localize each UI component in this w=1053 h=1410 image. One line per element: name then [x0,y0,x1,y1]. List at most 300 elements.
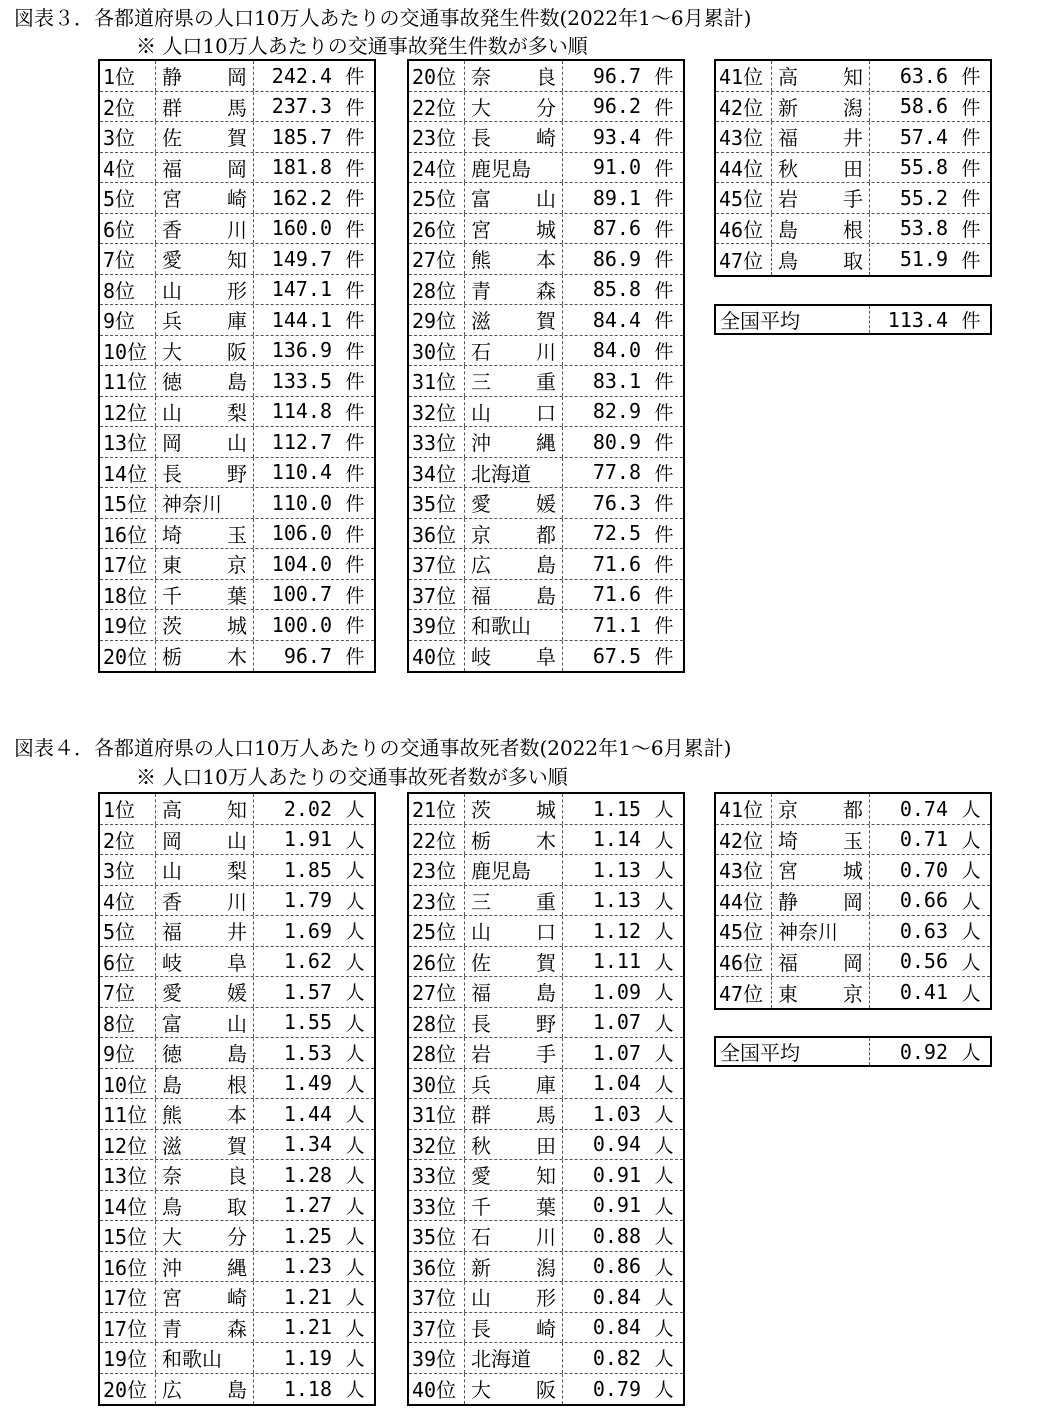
value-cell: 1.12 [592,918,641,943]
prefecture-char: 静 [778,889,798,914]
rank-cell: 19位 [100,1343,156,1373]
prefecture-cell [156,1282,254,1312]
unit-cell: 件 [654,157,674,180]
unit-cell: 人 [345,1073,365,1096]
prefecture-char: 木 [536,828,556,853]
rank-cell: 39位 [409,610,465,640]
prefecture-char: 山 [162,400,182,425]
prefecture-char: 知 [843,65,863,90]
unit-cell: 件 [654,401,674,424]
value-cell: 147.1 [271,277,332,302]
prefecture-char: 根 [843,217,863,242]
table-row [100,366,374,397]
rank-cell: 44位 [716,886,772,916]
table-row [100,1130,374,1161]
prefecture-char: 崎 [227,1286,247,1311]
table-row [100,1008,374,1039]
fig4-table-col2 [407,792,685,1406]
rank-cell: 35位 [409,488,465,518]
table-row [409,1008,683,1039]
prefecture-cell [465,183,563,213]
prefecture-char: 愛 [471,1164,491,1189]
prefecture-char: 媛 [536,492,556,517]
value-cell: 110.0 [271,490,332,515]
fig3-average-label: 全国平均 [716,306,870,333]
value-cell: 71.6 [592,551,641,576]
prefecture-char: 葉 [227,583,247,608]
rank-cell: 8位 [100,1008,156,1038]
unit-cell: 件 [654,432,674,455]
prefecture-char: 川 [227,217,247,242]
prefecture-char: 東 [778,981,798,1006]
prefecture-char: 阪 [536,1378,556,1403]
prefecture-char: 山 [162,859,182,884]
table-row [409,916,683,947]
prefecture-cell [772,92,870,122]
prefecture-char: 岐 [471,645,491,670]
unit-cell: 件 [654,615,674,638]
prefecture-cell: 北海道 [465,458,563,488]
unit-cell: 人 [654,1226,674,1249]
unit-cell: 人 [345,921,365,944]
prefecture-char: 岡 [162,828,182,853]
prefecture-char: 梨 [227,859,247,884]
table-row [409,794,683,825]
prefecture-char: 島 [778,217,798,242]
table-row [409,610,683,641]
unit-cell: 件 [654,584,674,607]
prefecture-cell [465,977,563,1007]
prefecture-char: 良 [536,65,556,90]
unit-cell: 件 [345,615,365,638]
table-row [100,397,374,428]
prefecture-char: 岡 [227,65,247,90]
prefecture-char: 秋 [778,156,798,181]
table-row [716,977,990,1008]
prefecture-char: 愛 [162,981,182,1006]
prefecture-cell [465,1252,563,1282]
prefecture-char: 口 [536,920,556,945]
value-cell: 0.79 [592,1376,641,1401]
prefecture-char: 馬 [536,1103,556,1128]
rank-cell: 13位 [100,1160,156,1190]
table-row [100,427,374,458]
value-cell: 114.8 [271,399,332,424]
prefecture-char: 宮 [471,217,491,242]
prefecture-cell: 神奈川 [772,916,870,946]
value-cell: 1.53 [283,1040,332,1065]
prefecture-cell [156,92,254,122]
unit-cell: 件 [345,340,365,363]
prefecture-char: 新 [471,1255,491,1280]
prefecture-char: 重 [536,889,556,914]
prefecture-cell [156,1160,254,1190]
value-cell: 51.9 [899,247,948,272]
value-cell: 0.94 [592,1132,641,1157]
unit-cell: 人 [654,890,674,913]
unit-cell: 人 [345,799,365,822]
fig4-subtitle: ※ 人口10万人あたりの交通事故死者数が多い順 [136,765,568,789]
rank-cell: 36位 [409,519,465,549]
unit-cell: 件 [345,279,365,302]
unit-cell: 人 [345,1134,365,1157]
prefecture-char: 沖 [162,1255,182,1280]
rank-cell: 11位 [100,366,156,396]
unit-cell: 件 [961,249,981,272]
rank-cell: 18位 [100,580,156,610]
prefecture-cell [772,855,870,885]
fig4-table-col3 [714,792,992,1010]
prefecture-cell [156,947,254,977]
prefecture-char: 山 [471,400,491,425]
prefecture-cell [156,244,254,274]
prefecture-cell [156,1191,254,1221]
value-cell: 1.44 [283,1101,332,1126]
unit-cell: 人 [654,1195,674,1218]
prefecture-char: 福 [162,156,182,181]
prefecture-cell [465,397,563,427]
unit-cell: 件 [345,310,365,333]
prefecture-char: 滋 [471,309,491,334]
table-row [100,1160,374,1191]
table-row [100,1099,374,1130]
prefecture-char: 茨 [471,798,491,823]
unit-cell: 人 [345,829,365,852]
rank-cell: 40位 [409,641,465,672]
rank-cell: 19位 [100,610,156,640]
table-row [716,947,990,978]
value-cell: 1.91 [283,827,332,852]
prefecture-char: 岡 [843,950,863,975]
unit-cell: 人 [654,829,674,852]
unit-cell: 件 [961,188,981,211]
prefecture-cell [465,825,563,855]
rank-cell: 46位 [716,214,772,244]
prefecture-cell [156,1069,254,1099]
prefecture-char: 富 [162,1011,182,1036]
unit-cell: 件 [961,127,981,150]
rank-cell: 46位 [716,947,772,977]
table-row [716,855,990,886]
table-row [716,825,990,856]
table-row [100,1343,374,1374]
prefecture-cell [156,519,254,549]
table-row [409,183,683,214]
rank-cell: 9位 [100,305,156,335]
table-row [100,610,374,641]
value-cell: 1.04 [592,1071,641,1096]
rank-cell: 2位 [100,825,156,855]
prefecture-cell [156,183,254,213]
prefecture-char: 縄 [227,1255,247,1280]
prefecture-cell [465,244,563,274]
prefecture-char: 形 [227,278,247,303]
value-cell: 0.70 [899,857,948,882]
rank-cell: 32位 [409,1130,465,1160]
unit-cell: 件 [654,66,674,89]
unit-cell: 件 [654,127,674,150]
value-cell: 86.9 [592,246,641,271]
table-row [100,916,374,947]
prefecture-char: 川 [536,1225,556,1250]
value-cell: 149.7 [271,246,332,271]
value-cell: 0.88 [592,1223,641,1248]
prefecture-cell [772,153,870,183]
prefecture-cell [465,549,563,579]
table-row [409,1221,683,1252]
prefecture-char: 手 [843,187,863,212]
value-cell: 1.13 [592,857,641,882]
prefecture-cell [156,1313,254,1343]
fig4-average-unit: 人 [961,1042,981,1064]
prefecture-cell: 鹿児島 [465,153,563,183]
value-cell: 83.1 [592,368,641,393]
prefecture-cell [156,1374,254,1405]
prefecture-cell [465,366,563,396]
prefecture-char: 野 [536,1011,556,1036]
unit-cell: 件 [345,554,365,577]
prefecture-cell [156,855,254,885]
prefecture-char: 崎 [227,187,247,212]
prefecture-cell: 和歌山 [465,610,563,640]
prefecture-cell [465,305,563,335]
value-cell: 1.62 [283,949,332,974]
prefecture-char: 福 [162,920,182,945]
prefecture-char: 森 [227,1316,247,1341]
prefecture-cell [465,794,563,824]
table-row [409,580,683,611]
prefecture-cell [465,886,563,916]
prefecture-char: 崎 [536,126,556,151]
prefecture-char: 広 [162,1378,182,1403]
table-row [409,214,683,245]
value-cell: 82.9 [592,399,641,424]
rank-cell: 29位 [409,305,465,335]
prefecture-char: 徳 [162,1042,182,1067]
rank-cell: 36位 [409,1252,465,1282]
prefecture-cell [465,1313,563,1343]
rank-cell: 31位 [409,366,465,396]
table-row [409,1099,683,1130]
prefecture-char: 鳥 [162,1194,182,1219]
table-row [716,122,990,153]
prefecture-char: 大 [162,1225,182,1250]
prefecture-char: 島 [227,1042,247,1067]
value-cell: 0.74 [899,796,948,821]
prefecture-char: 島 [227,370,247,395]
prefecture-cell [156,886,254,916]
table-row [100,794,374,825]
table-row [409,1282,683,1313]
unit-cell: 人 [654,951,674,974]
rank-cell: 20位 [100,641,156,672]
unit-cell: 件 [654,279,674,302]
unit-cell: 件 [345,493,365,516]
table-row [409,947,683,978]
prefecture-char: 長 [162,461,182,486]
value-cell: 89.1 [592,185,641,210]
prefecture-char: 福 [778,950,798,975]
prefecture-char: 賀 [536,309,556,334]
rank-cell: 3位 [100,122,156,152]
rank-cell: 4位 [100,886,156,916]
value-cell: 1.11 [592,949,641,974]
prefecture-cell [156,275,254,305]
prefecture-char: 口 [536,400,556,425]
table-row [409,1343,683,1374]
unit-cell: 人 [345,951,365,974]
prefecture-char: 城 [536,217,556,242]
value-cell: 0.91 [592,1162,641,1187]
unit-cell: 人 [654,1012,674,1035]
fig4-average-label: 全国平均 [716,1038,870,1065]
rank-cell: 16位 [100,1252,156,1282]
prefecture-char: 青 [471,278,491,303]
unit-cell: 件 [345,646,365,669]
unit-cell: 件 [345,157,365,180]
table-row [409,1038,683,1069]
rank-cell: 17位 [100,1282,156,1312]
table-row [100,1313,374,1344]
prefecture-char: 石 [471,1225,491,1250]
prefecture-char: 福 [778,126,798,151]
unit-cell: 件 [345,96,365,119]
prefecture-char: 長 [471,1011,491,1036]
unit-cell: 人 [654,1317,674,1340]
prefecture-char: 福 [471,583,491,608]
value-cell: 0.41 [899,980,948,1005]
table-row [100,122,374,153]
table-row [409,977,683,1008]
prefecture-char: 知 [536,1164,556,1189]
rank-cell: 28位 [409,1038,465,1068]
prefecture-cell [156,427,254,457]
rank-cell: 25位 [409,916,465,946]
prefecture-cell [156,825,254,855]
rank-cell: 15位 [100,488,156,518]
prefecture-cell [156,122,254,152]
table-row [716,153,990,184]
prefecture-char: 山 [471,920,491,945]
prefecture-cell [465,1069,563,1099]
prefecture-char: 広 [471,553,491,578]
prefecture-cell [465,1099,563,1129]
value-cell: 181.8 [271,155,332,180]
prefecture-cell [156,458,254,488]
prefecture-char: 島 [536,553,556,578]
prefecture-char: 木 [227,645,247,670]
prefecture-char: 奈 [162,1164,182,1189]
value-cell: 112.7 [271,429,332,454]
prefecture-char: 千 [162,583,182,608]
table-row [409,519,683,550]
prefecture-char: 東 [162,553,182,578]
value-cell: 1.18 [283,1376,332,1401]
unit-cell: 件 [654,96,674,119]
prefecture-cell [156,305,254,335]
value-cell: 160.0 [271,216,332,241]
prefecture-cell [772,183,870,213]
unit-cell: 人 [654,1043,674,1066]
table-row [409,1069,683,1100]
fig3-table-col1 [98,59,376,673]
prefecture-cell [772,122,870,152]
rank-cell: 21位 [409,794,465,824]
prefecture-cell [465,1008,563,1038]
rank-cell: 10位 [100,336,156,366]
table-row [409,886,683,917]
unit-cell: 人 [654,860,674,883]
value-cell: 1.69 [283,918,332,943]
table-row [100,977,374,1008]
unit-cell: 人 [345,982,365,1005]
prefecture-char: 島 [536,981,556,1006]
prefecture-char: 岩 [471,1042,491,1067]
prefecture-char: 兵 [162,309,182,334]
prefecture-char: 大 [471,95,491,120]
prefecture-cell [465,488,563,518]
value-cell: 110.4 [271,460,332,485]
rank-cell: 39位 [409,1343,465,1373]
unit-cell: 人 [654,1104,674,1127]
value-cell: 0.86 [592,1254,641,1279]
table-row [409,1130,683,1161]
prefecture-char: 分 [536,95,556,120]
unit-cell: 件 [654,554,674,577]
table-row [100,1374,374,1405]
table-row [409,1191,683,1222]
prefecture-char: 潟 [536,1255,556,1280]
fig3-national-average [714,304,992,335]
prefecture-char: 愛 [471,492,491,517]
prefecture-char: 茨 [162,614,182,639]
value-cell: 0.71 [899,827,948,852]
unit-cell: 人 [654,1379,674,1402]
table-row [716,916,990,947]
prefecture-char: 香 [162,217,182,242]
prefecture-char: 阜 [536,645,556,670]
value-cell: 1.03 [592,1101,641,1126]
prefecture-cell [772,794,870,824]
unit-cell: 人 [345,1195,365,1218]
rank-cell: 8位 [100,275,156,305]
prefecture-cell [465,916,563,946]
prefecture-char: 崎 [536,1316,556,1341]
unit-cell: 件 [345,249,365,272]
prefecture-char: 愛 [162,248,182,273]
prefecture-char: 縄 [536,431,556,456]
value-cell: 76.3 [592,490,641,515]
value-cell: 93.4 [592,124,641,149]
value-cell: 242.4 [271,63,332,88]
table-row [100,336,374,367]
prefecture-char: 香 [162,889,182,914]
prefecture-cell [156,641,254,672]
unit-cell: 人 [961,982,981,1005]
table-row [409,825,683,856]
unit-cell: 件 [654,218,674,241]
value-cell: 1.27 [283,1193,332,1218]
rank-cell: 28位 [409,1008,465,1038]
unit-cell: 人 [345,1012,365,1035]
prefecture-cell [772,214,870,244]
value-cell: 55.2 [899,185,948,210]
table-row [100,549,374,580]
prefecture-char: 岡 [227,156,247,181]
prefecture-cell [465,1221,563,1251]
prefecture-char: 庫 [227,309,247,334]
prefecture-cell [156,610,254,640]
